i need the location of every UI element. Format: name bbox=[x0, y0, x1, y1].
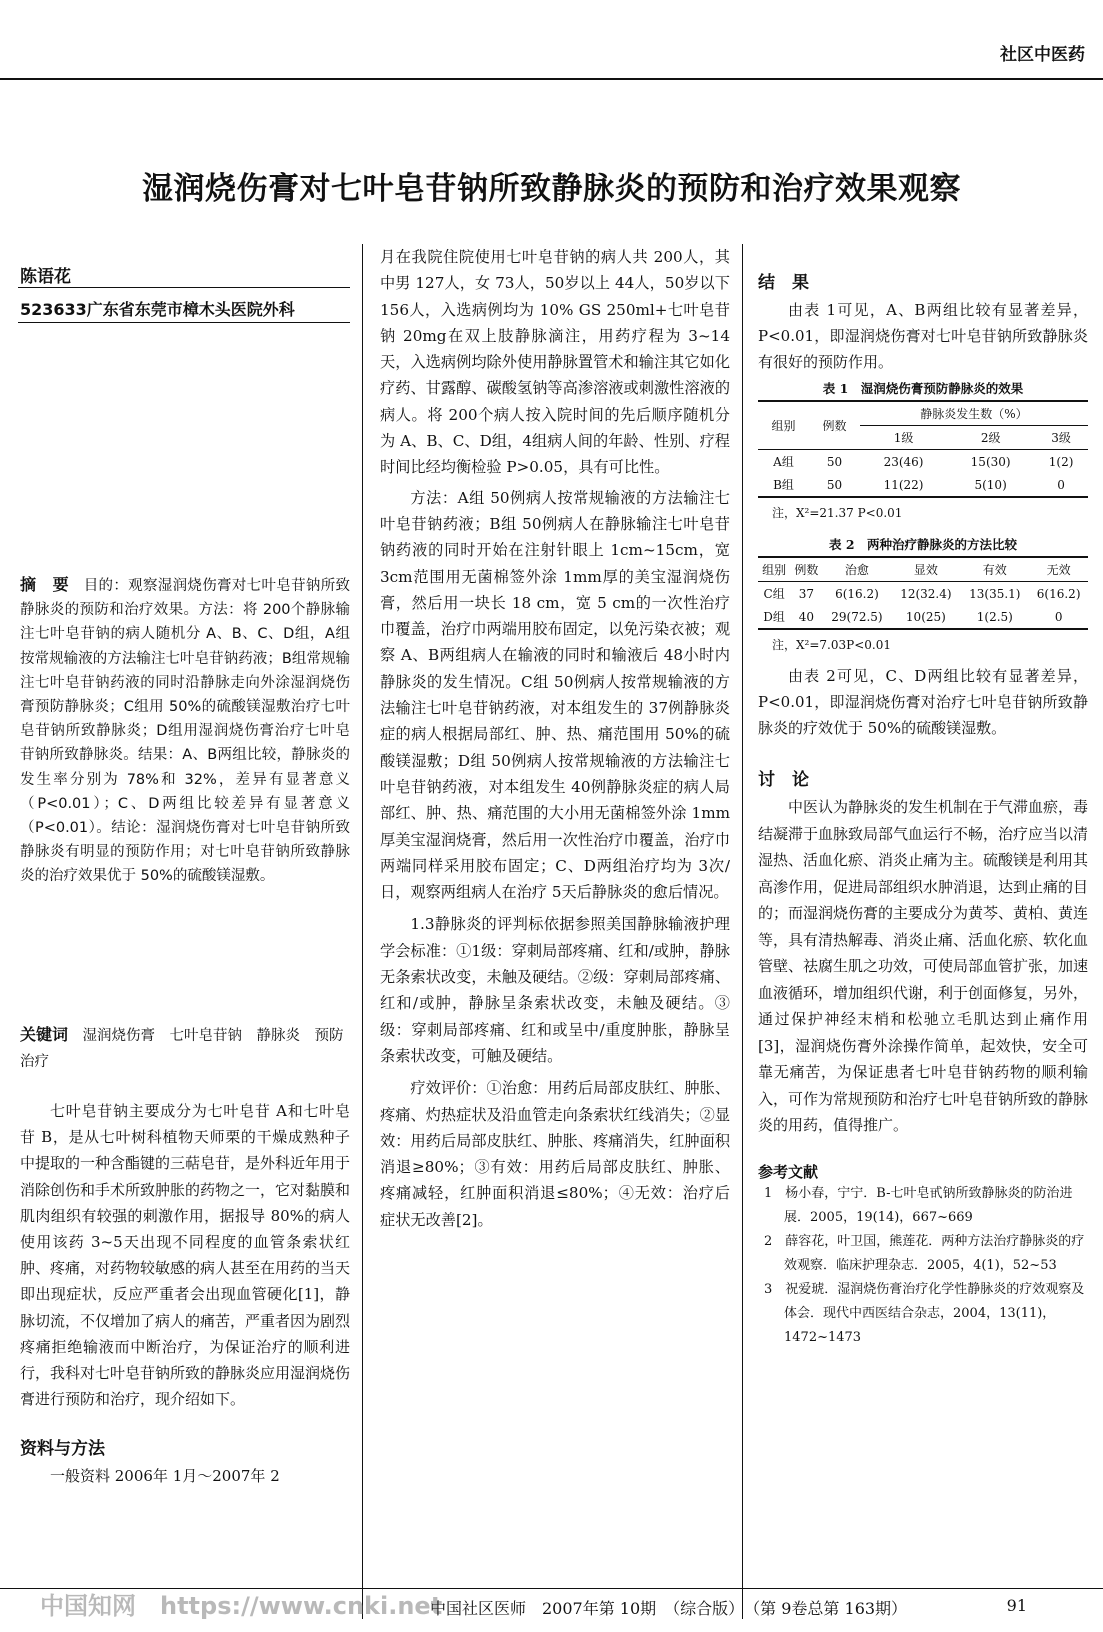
table2-header: 例数 bbox=[794, 563, 819, 577]
col2-paragraph-3: 1.3静脉炎的评判标依据参照美国静脉输液护理学会标准：①1级：穿刺局部疼痛、红和/或肿，静脉无条索状改变，未触及硬结。②级：穿刺局部疼痛、红和/或肿，静脉呈条索状改变，未触及硬结。③级：穿刺局部疼痛、红和或呈中/重度肿胀，静脉呈条索状改变，可触及硬结。 bbox=[380, 915, 730, 1065]
results-paragraph-1: 由表 1可见，A、B两组比较有显著差异，P<0.01，即湿润烧伤膏对七叶皂苷钠所致静脉炎有很好的预防作用。 bbox=[758, 301, 1088, 371]
column-1-body bbox=[20, 1098, 350, 1490]
table-row bbox=[758, 450, 1088, 474]
table2-header: 有效 bbox=[982, 563, 1007, 577]
author-rule-top bbox=[18, 287, 350, 288]
author-rule-bottom bbox=[18, 322, 350, 323]
table-cell: A组 bbox=[773, 455, 794, 469]
table2-header: 组别 bbox=[762, 563, 787, 577]
affiliation: 523633广东省东莞市樟木头医院外科 bbox=[20, 300, 295, 319]
table2-header: 显效 bbox=[913, 563, 938, 577]
discussion-heading: 讨 论 bbox=[758, 770, 809, 790]
footer-citation: 中国社区医师 2007年第 10期 （综合版） （第 9卷总第 163期） bbox=[430, 1599, 908, 1618]
methods-start: 一般资料 2006年 1月～2007年 2 bbox=[50, 1467, 280, 1486]
table-cell: 6(16.2) bbox=[1036, 586, 1081, 601]
column-3-body bbox=[758, 268, 1088, 1350]
table-cell: 40 bbox=[798, 609, 814, 624]
table-cell: 29(72.5) bbox=[831, 609, 883, 624]
references-list bbox=[758, 1182, 1088, 1350]
table-row bbox=[758, 605, 1088, 629]
intro-paragraph: 七叶皂苷钠主要成分为七叶皂苷 A和七叶皂苷 B，是从七叶树科植物天师栗的干燥成熟种子中提取的一种含酯键的三萜皂苷，是外科近年用于消除创伤和手术所致肿胀的药物之一，它对黏膜和肌肉组织有较强的刺激作用，据报导 80%的病人使用该药 3~5天出现不同程度的血管条索状红肿、疼痛，对药物较敏感的病人甚至在用药的当天即出现症状，反应严重者会出现血管硬化[1]，静脉切流，不仅增加了病人的痛苦，严重者因为剧烈疼痛拒绝输液而中断治疗，为保证治疗的顺利进行，我科对七叶皂苷钠所致的静脉炎应用湿润烧伤膏进行预防和治疗，现介绍如下。 bbox=[20, 1102, 351, 1409]
table-cell: 10(25) bbox=[905, 609, 946, 624]
table-cell: 13(35.1) bbox=[969, 586, 1021, 601]
reference-item: 2 薛容花，叶卫国，熊莲花．两种方法治疗静脉炎的疗效观察．临床护理杂志．2005，4(1)，52~53 bbox=[764, 1233, 1085, 1273]
table-cell: 50 bbox=[826, 477, 843, 492]
table2-note: 注，X²=7.03P<0.01 bbox=[772, 638, 891, 652]
table-cell: 5(10) bbox=[974, 477, 1007, 492]
table2-header: 治愈 bbox=[844, 563, 869, 577]
watermark: 中国知网 https://www.cnki.net bbox=[40, 1592, 443, 1620]
methods-heading: 资料与方法 bbox=[20, 1439, 105, 1460]
page-number: 91 bbox=[1006, 1596, 1027, 1615]
table1-subheader: 2级 bbox=[980, 431, 1001, 445]
column-divider bbox=[362, 244, 363, 1619]
table2 bbox=[758, 556, 1088, 630]
table1-subheader: 3级 bbox=[1051, 431, 1071, 445]
journal-name: 社区中医药 bbox=[1000, 45, 1085, 65]
abstract-text: 目的：观察湿润烧伤膏对七叶皂苷钠所致静脉炎的预防和治疗效果。方法：将 200个静脉输注七叶皂苷钠的病人随机分 A、B、C、D组，A组按常规输液的方法输注七叶皂苷钠药液；B组常规输注七叶皂苷钠药液的同时沿静脉走向外涂湿润烧伤膏预防静脉炎；C组用 50%的硫酸镁湿敷治疗七叶皂苷钠所致静脉炎；D组用湿润烧伤膏治疗七叶皂苷钠所致静脉炎。结果：A、B两组比较，静脉炎的发生率分别为 78%和 32%，差异有显著意义（P<0.01）；C、D两组比较差异有显著意义（P<0.01）。结论：湿润烧伤膏对七叶皂苷钠所致静脉炎有明显的预防作用；对七叶皂苷钠所致静脉炎的治疗效果优于 50%的硫酸镁湿敷。 bbox=[20, 578, 350, 885]
keywords-text: 湿润烧伤膏 七叶皂苷钠 静脉炎 预防 治疗 bbox=[20, 1028, 359, 1070]
col2-paragraph-1: 月在我院住院使用七叶皂苷钠的病人共 200人，其中男 127人，女 73人，50岁以上 44人，50岁以下 156人，入选病例均为 10% GS 250ml+七叶皂苷钠 20mg在双上肢静脉滴注，用药疗程为 3~14天，入选病例均除外使用静脉置管术和输注其它如化疗药、甘露醇、碳酸氢钠等高渗溶液或刺激性溶液的病人。将 200个病人按入院时间的先后顺序随机分为 A、B、C、D组，4组病人间的年龄、性别、疗程时间比经均衡检验 P>0.05，具有可比性。 bbox=[380, 248, 730, 477]
header-rule bbox=[0, 78, 1103, 80]
col2-paragraph-4: 疗效评价：①治愈：用药后局部皮肤红、肿胀、疼痛、灼热症状及沿血管走向条索状红线消失；②显效：用药后局部皮肤红、肿胀、疼痛消失，红肿面积消退≥80%；③有效：用药后局部皮肤红、肿胀、疼痛减轻，红肿面积消退≤80%；④无效：治疗后症状无改善[2]。 bbox=[380, 1079, 730, 1229]
reference-item: 3 祝爱琥．湿润烧伤膏治疗化学性静脉炎的疗效观察及体会．现代中西医结合杂志，2004，13(11)，1472~1473 bbox=[764, 1281, 1085, 1345]
column-2-body bbox=[380, 244, 730, 1233]
discussion-paragraph: 中医认为静脉炎的发生机制在于气滞血瘀，毒结凝滞于血脉致局部气血运行不畅，治疗应当以清湿热、活血化瘀、消炎止痛为主。硫酸镁是利用其高渗作用，促进局部组织水肿消退，达到止痛的目的；而湿润烧伤膏的主要成分为黄芩、黄柏、黄连等，具有清热解毒、消炎止痛、活血化瘀、软化血管壁、祛腐生肌之功效，可使局部血管扩张，加速血液循环，增加组织代谢，利于创面修复，另外，通过保护神经末梢和松驰立毛肌达到止痛作用[3]，湿润烧伤膏外涂操作简单，起效快，安全可靠无痛苦，为保证患者七叶皂苷钠药物的顺利输入，可作为常规预防和治疗七叶皂苷钠所致的静脉炎的用药，值得推广。 bbox=[758, 798, 1089, 1134]
results-paragraph-2: 由表 2可见，C、D两组比较有显著差异，P<0.01，即湿润烧伤膏对治疗七叶皂苷钠所致静脉炎的疗效优于 50%的硫酸镁湿敷。 bbox=[758, 667, 1088, 737]
table1-header-cases: 例数 bbox=[822, 419, 847, 433]
table2-header: 无效 bbox=[1046, 563, 1071, 577]
table-cell: 23(46) bbox=[883, 454, 924, 469]
table-row bbox=[758, 582, 1088, 606]
table-cell: 0 bbox=[1057, 477, 1065, 492]
table2-caption: 表 2 两种治疗静脉炎的方法比较 bbox=[828, 537, 1018, 552]
abstract bbox=[20, 573, 350, 889]
table-cell: C组 bbox=[763, 587, 785, 601]
table-cell: 50 bbox=[826, 454, 843, 469]
results-heading: 结 果 bbox=[758, 273, 809, 293]
col2-paragraph-2: 方法：A组 50例病人按常规输液的方法输注七叶皂苷钠药液；B组 50例病人在静脉输注七叶皂苷钠药液的同时开始在注射针眼上 1cm~15cm，宽 3cm范围用无菌棉签外涂 1mm厚的美宝湿润烧伤膏，然后用一块长 18 cm，宽 5 cm的一次性治疗巾覆盖，治疗巾两端用胶布固定，以免污染衣被；观察 A、B两组病人在输液的同时和输液后 48小时内静脉炎的发生情况。C组 50例病人按常规输液的方法输注七叶皂苷钠药液，对本组发生的 37例静脉炎症的病人根据局部红、肿、热、痛范围用 50%的硫酸镁湿敷；D组 50例病人按常规输液的方法输注七叶皂苷钠药液，对本组发生 40例静脉炎症的病人局部红、肿、热、痛范围的大小用无菌棉签外涂 1mm厚美宝湿润烧膏，然后用一次性治疗巾覆盖，治疗巾两端同样采用胶布固定；C、D两组治疗均为 3次/日，观察两组病人在治疗 5天后静脉炎的愈后情况。 bbox=[380, 488, 730, 902]
column-divider bbox=[742, 244, 743, 1619]
abstract-label: 摘 要 bbox=[20, 575, 69, 594]
table-cell: 1(2) bbox=[1048, 454, 1074, 469]
table-cell: 12(32.4) bbox=[900, 586, 952, 601]
table1-subheader: 1级 bbox=[893, 431, 914, 445]
table1-caption: 表 1 湿润烧伤膏预防静脉炎的效果 bbox=[822, 381, 1024, 396]
keywords bbox=[20, 1022, 359, 1075]
table-cell: 11(22) bbox=[883, 477, 924, 492]
table1 bbox=[758, 400, 1088, 498]
article-title: 湿润烧伤膏对七叶皂苷钠所致静脉炎的预防和治疗效果观察 bbox=[142, 171, 961, 207]
references-heading: 参考文献 bbox=[758, 1162, 819, 1181]
table-cell: 0 bbox=[1054, 609, 1063, 624]
table-row bbox=[758, 473, 1088, 497]
table-cell: 37 bbox=[798, 586, 814, 601]
table1-header-span: 静脉炎发生数（%） bbox=[860, 401, 1088, 426]
keywords-label: 关键词 bbox=[20, 1025, 69, 1044]
table1-note: 注，X²=21.37 P<0.01 bbox=[772, 506, 903, 520]
table-cell: D组 bbox=[763, 610, 785, 624]
reference-item: 1 杨小春，宁宁．B-七叶皂甙钠所致静脉炎的防治进展．2005，19(14)，667~669 bbox=[764, 1185, 1073, 1225]
author: 陈语花 bbox=[20, 267, 71, 287]
table-cell: 15(30) bbox=[970, 454, 1011, 469]
table-cell: 1(2.5) bbox=[976, 609, 1013, 624]
table1-header-group: 组别 bbox=[771, 419, 796, 433]
table-cell: 6(16.2) bbox=[835, 586, 879, 601]
table-cell: B组 bbox=[773, 478, 794, 492]
